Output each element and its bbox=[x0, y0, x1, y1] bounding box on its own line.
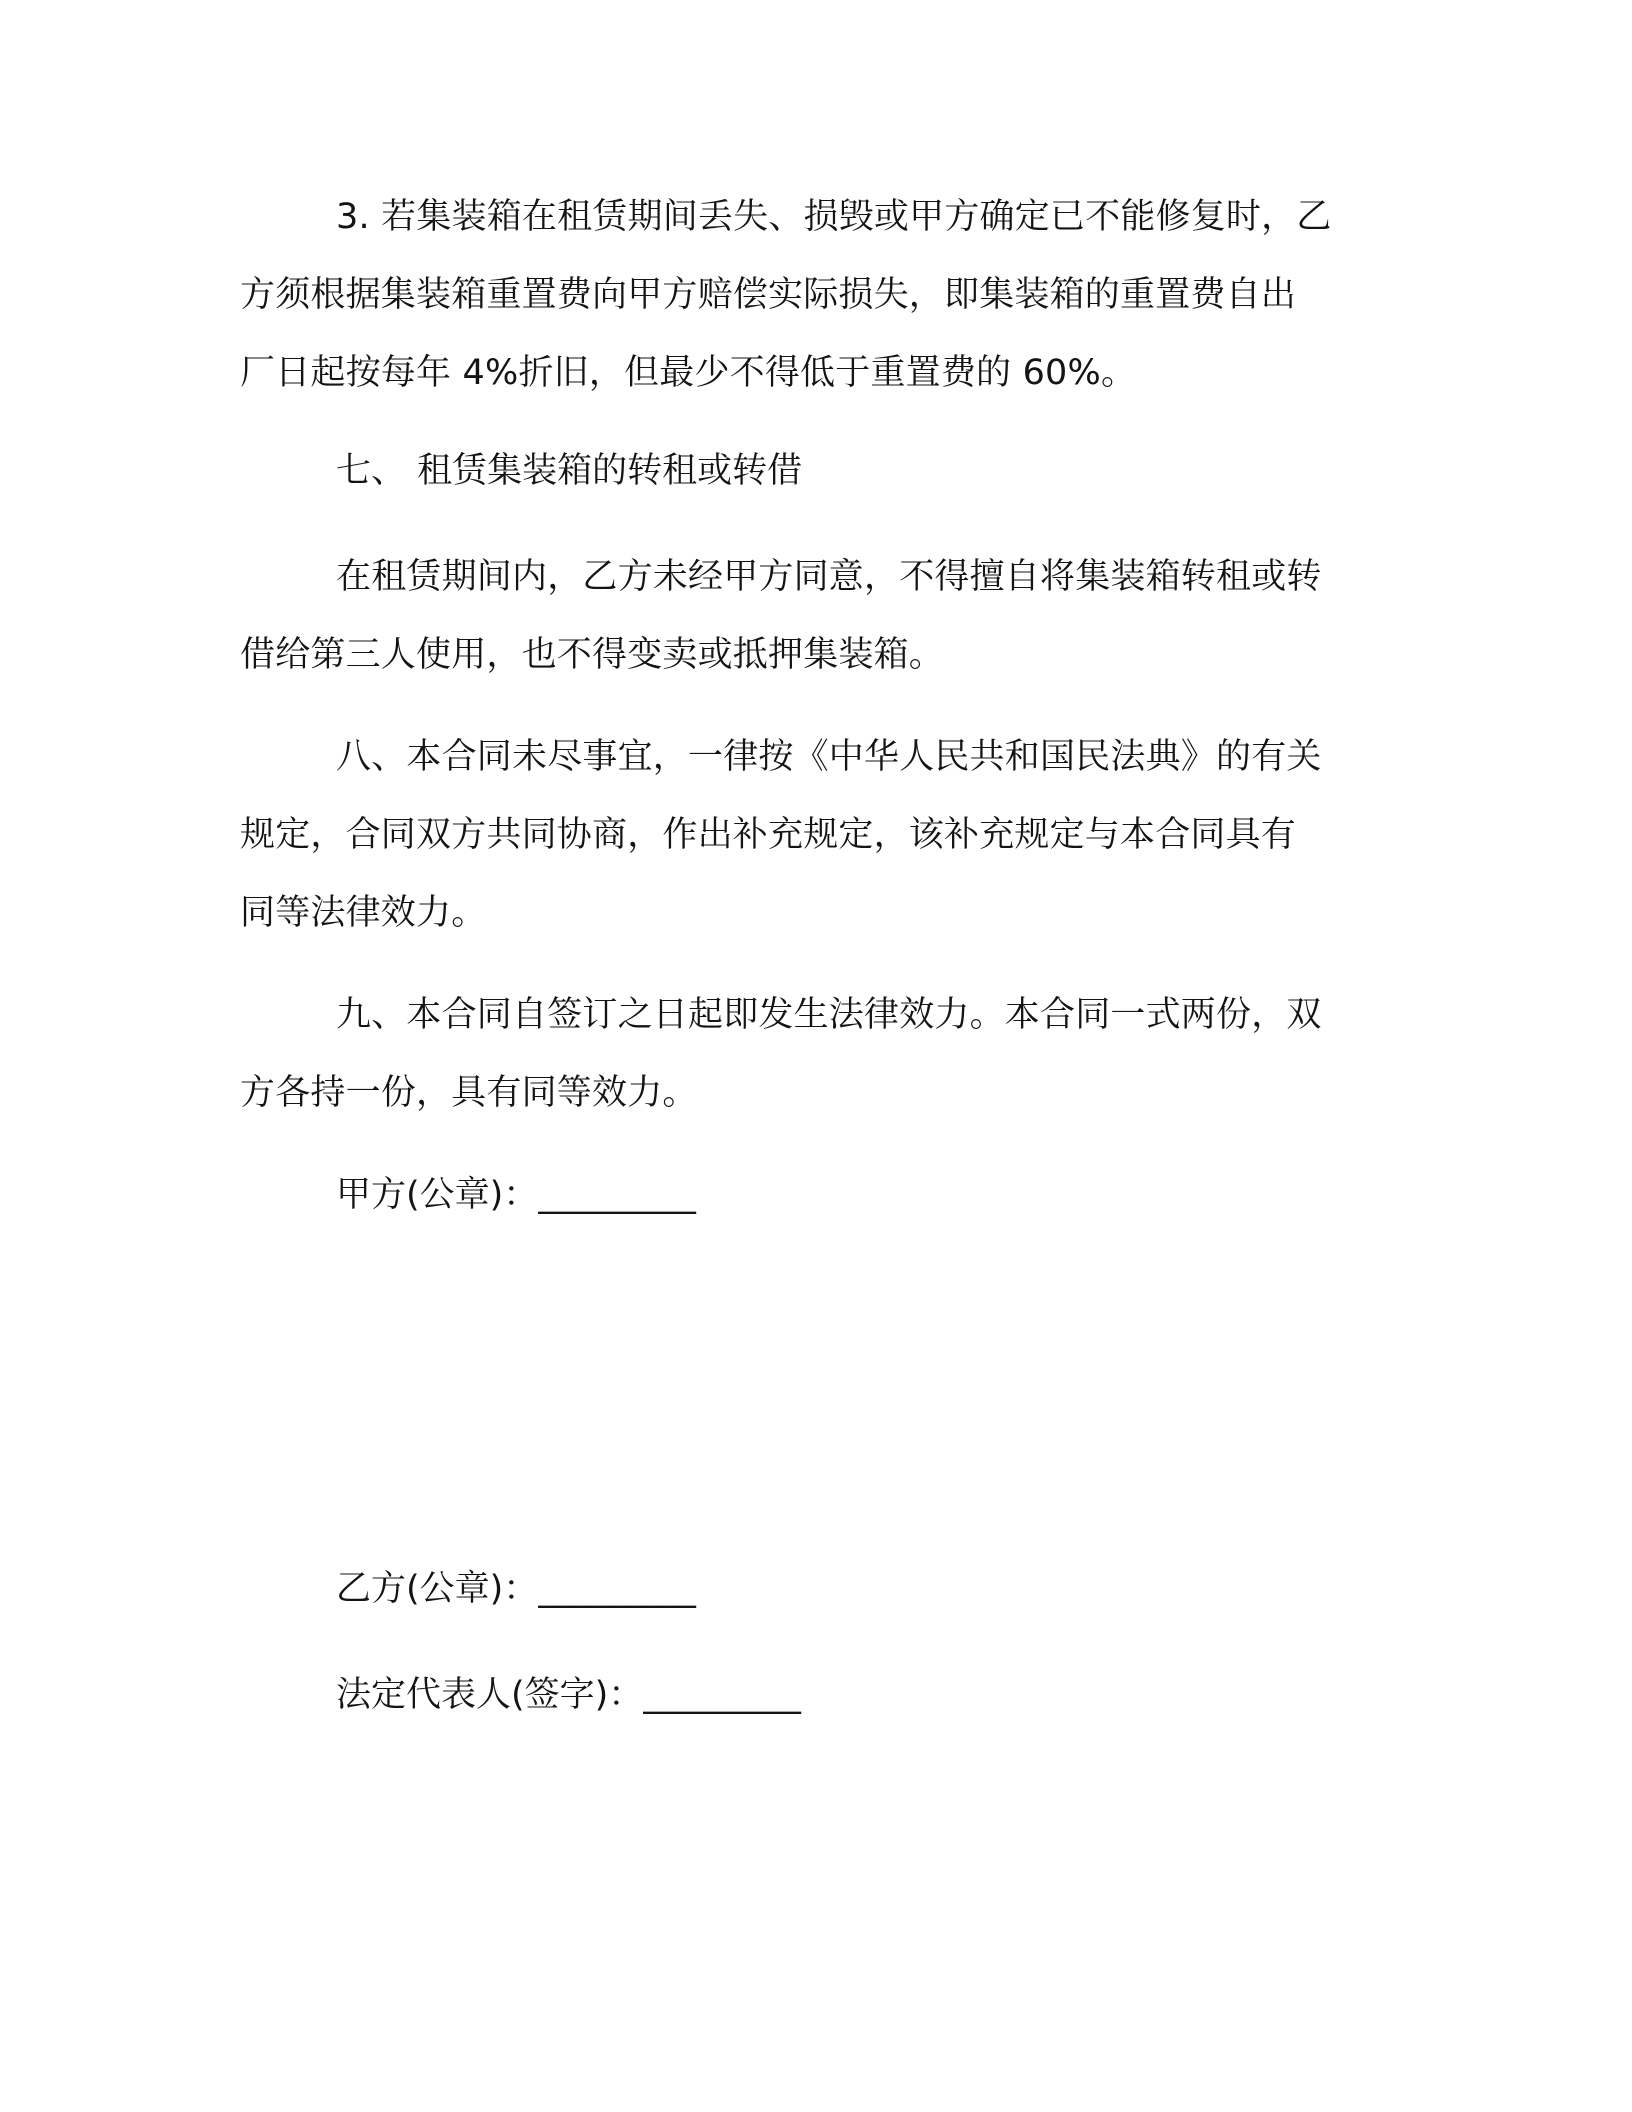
clause-loss-paragraph bbox=[240, 178, 1384, 412]
section-seven-line-1: 在租赁期间内，乙方未经甲方同意，不得擅自将集装箱转租或转 bbox=[336, 557, 1322, 597]
section-seven-paragraph bbox=[240, 538, 1384, 694]
clause-loss-line-3: 厂日起按每年 4%折旧，但最少不得低于重置费的 60%。 bbox=[240, 353, 1137, 393]
section-nine-line-2: 方各持一份，具有同等效力。 bbox=[240, 1073, 698, 1113]
party-b-blank: _________ bbox=[538, 1569, 696, 1609]
section-seven-heading: 七、 租赁集装箱的转租或转借 bbox=[336, 451, 803, 491]
section-seven-line-2: 借给第三人使用，也不得变卖或抵押集装箱。 bbox=[240, 635, 945, 675]
legal-representative-blank: _________ bbox=[643, 1675, 801, 1715]
party-a-label: 甲方(公章)： bbox=[336, 1175, 539, 1215]
section-nine-line-1: 九、本合同自签订之日起即发生法律效力。本合同一式两份，双 bbox=[336, 995, 1322, 1035]
party-b-signature-line bbox=[336, 1550, 696, 1628]
party-a-signature-line bbox=[336, 1156, 696, 1234]
section-eight-line-3: 同等法律效力。 bbox=[240, 893, 487, 933]
section-eight-paragraph bbox=[240, 718, 1384, 952]
party-a-blank: _________ bbox=[538, 1175, 696, 1215]
section-eight-line-1: 八、本合同未尽事宜，一律按《中华人民共和国民法典》的有关 bbox=[336, 737, 1322, 777]
clause-loss-line-1: 3. 若集装箱在租赁期间丢失、损毁或甲方确定已不能修复时，乙 bbox=[336, 197, 1332, 237]
section-eight-line-2: 规定，合同双方共同协商，作出补充规定，该补充规定与本合同具有 bbox=[240, 815, 1297, 855]
section-nine-paragraph bbox=[240, 976, 1384, 1132]
legal-representative-signature-line bbox=[336, 1656, 801, 1734]
clause-loss-line-2: 方须根据集装箱重置费向甲方赔偿实际损失，即集装箱的重置费自出 bbox=[240, 275, 1297, 315]
party-b-label: 乙方(公章)： bbox=[336, 1569, 539, 1609]
legal-representative-label: 法定代表人(签字)： bbox=[336, 1675, 644, 1715]
